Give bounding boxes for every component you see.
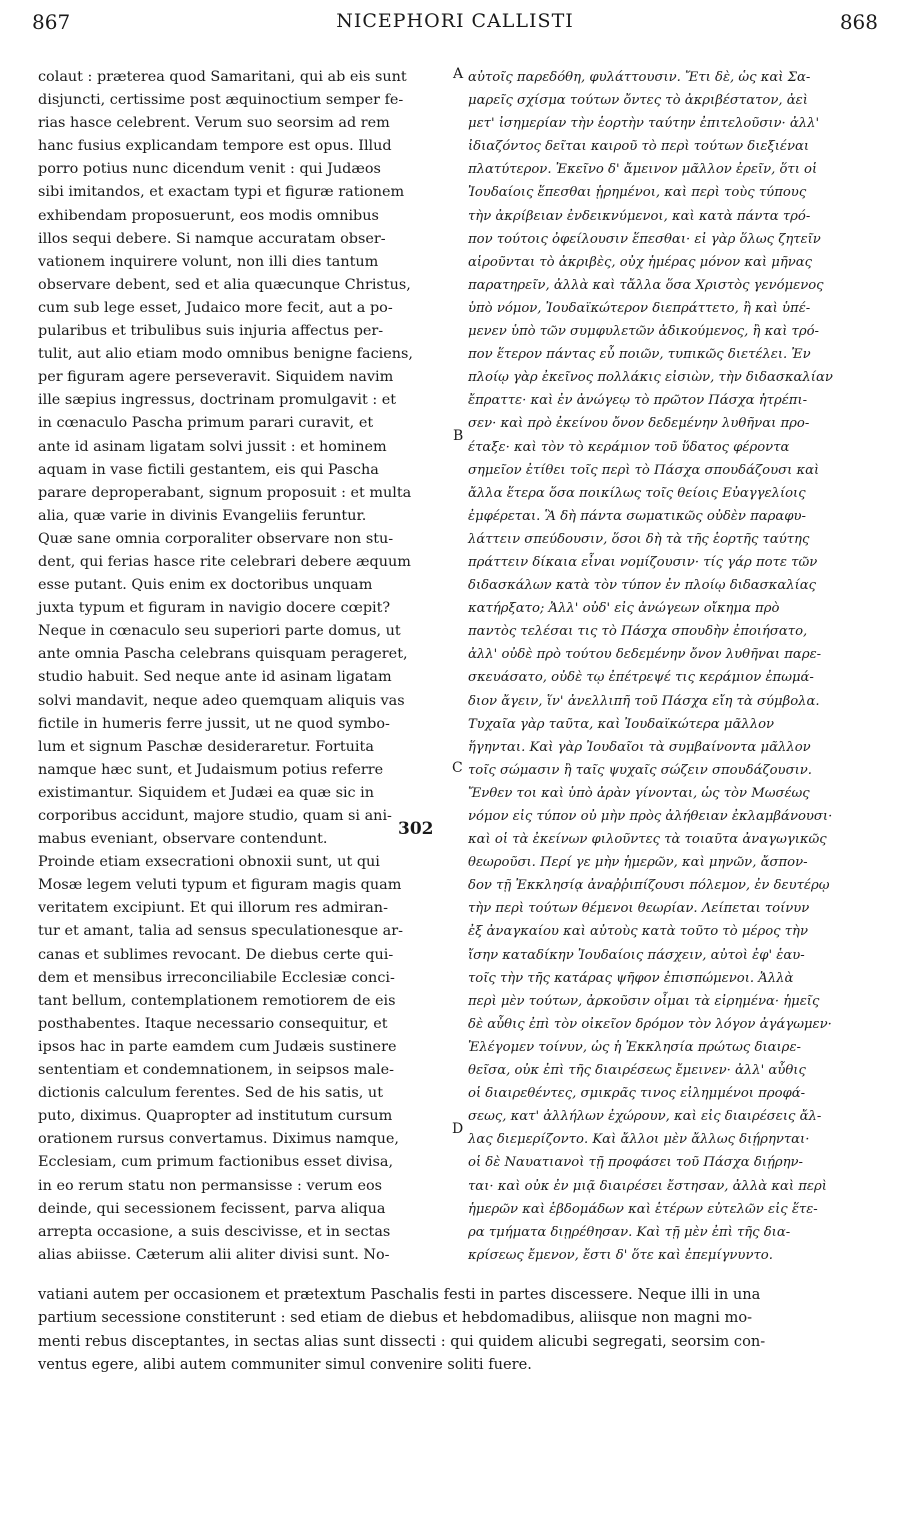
greek-text-line: σημεῖον ἐτίθει τοῖς περὶ τὸ Πάσχα σπουδάζουσι καὶ: [468, 462, 820, 478]
running-header: [30, 8, 880, 38]
greek-text-line: θεωροῦσι. Περί γε μὴν ἡμερῶν, καὶ μηνῶν, ἄσπον-: [468, 855, 808, 871]
greek-text-line: πον ἕτερον πάντας εὖ ποιῶν, τυπικῶς διετέλει. Ἐν: [468, 347, 811, 363]
greek-text-line: πλατύτερον. Ἐκεῖνο δ' ἄμεινον μᾶλλον ἐρεῖν, ὅτι οἱ: [468, 162, 818, 178]
greek-text-line: λας διεμερίζοντο. Καὶ ἄλλοι μὲν ἄλλως διῄρηνται·: [468, 1132, 810, 1148]
latin-text-line: per figuram agere perseveravit. Siquidem navim: [38, 369, 394, 386]
latin-text-line: juxta typum et figuram in navigio docere cœpit?: [38, 600, 391, 617]
latin-text-line: colaut : præterea quod Samaritani, qui ab eis sunt: [38, 69, 407, 85]
greek-text-line: ἥγηνται. Καὶ γὰρ Ἰουδαῖοι τὰ συμβαίνοντα μᾶλλον: [468, 739, 811, 755]
latin-text-line: ille sæpius ingressus, doctrinam promulgavit : et: [38, 392, 397, 409]
greek-text-line: ἐμφέρεται. Ἃ δὴ πάντα σωματικῶς οὐδὲν παραφυ-: [468, 508, 807, 524]
running-title: NICEPHORI CALLISTI: [336, 10, 574, 32]
greek-text-line: οἱ διαιρεθέντες, σμικρᾶς τινος εἰλημμένοι προφά-: [468, 1086, 806, 1102]
latin-text-line: puto, diximus. Quapropter ad institutum cursum: [38, 1108, 393, 1125]
latin-text-line: dictionis calculum ferentes. Sed de his satis, ut: [38, 1085, 383, 1102]
greek-text-line: ρα τμήματα διῃρέθησαν. Καὶ τῇ μὲν ἐπὶ τῆς δια-: [468, 1224, 791, 1240]
greek-text-line: ἴσην καταδίκην Ἰουδαίοις πάσχειν, αὐτοὶ ἐφ' ἑαυ-: [468, 947, 805, 963]
latin-text-line: veritatem excipiunt. Et qui illorum res admiran-: [38, 900, 388, 917]
greek-text-line: δὲ αὖθις ἐπὶ τὸν οἰκεῖον δρόμον τὸν λόγον ἀγάγωμεν·: [468, 1016, 832, 1032]
greek-text-line: ἔπραττε· καὶ ἐν ἀνώγεῳ τὸ πρῶτον Πάσχα ἠτρέπι-: [468, 393, 808, 409]
greek-text-line: ται· καὶ οὐκ ἐν μιᾷ διαιρέσει ἔστησαν, ἀλλὰ καὶ περὶ: [468, 1178, 827, 1194]
latin-text-line: ante id asinam ligatam solvi jussit : et hominem: [38, 438, 387, 455]
latin-text-line: hanc fusius explicandam tempore est opus. Illud: [38, 138, 392, 155]
full-width-text-line: ventus egere, alibi autem communiter simul convenire soliti fuere.: [38, 1356, 532, 1374]
greek-text-line: αἱροῦνται τὸ ἀκριβὲς, οὐχ ἡμέρας μόνον καὶ μῆνας: [468, 254, 813, 270]
latin-text-line: sententiam et condemnationem, in seipsos male-: [38, 1062, 395, 1079]
greek-text-line: ἐξ ἀναγκαίου καὶ αὐτοὺς κατὰ τοῦτο τὸ μέρος τὴν: [468, 924, 808, 940]
latin-text-line: sibi imitandos, et exactam typi et figuræ rationem: [38, 184, 405, 201]
latin-text-line: tant bellum, contemplationem remotiorem de eis: [38, 992, 396, 1009]
latin-text-line: posthabentes. Itaque necessario consequitur, et: [38, 1015, 388, 1032]
greek-text-line: διον ἄγειν, ἵν' ἀνελλιπῆ τοῦ Πάσχα εἴη τὰ σύμβολα.: [468, 693, 820, 709]
greek-text-line: πον τούτοις ὀφείλουσιν ἕπεσθαι· εἰ γὰρ ὅλως ζητεῖν: [468, 231, 821, 247]
greek-text-line: ἰδιαζόντος δεῖται καιροῦ τὸ περὶ τούτων διεξιέναι: [468, 139, 810, 155]
latin-text-line: porro potius nunc dicendum venit : qui Judæos: [38, 161, 381, 178]
latin-text-line: Neque in cœnaculo seu superiori parte domus, ut: [38, 623, 401, 640]
latin-text-line: in eo rerum statu non permansisse : verum eos: [38, 1177, 383, 1194]
latin-text-line: observare debent, sed et alia quæcunque Christus,: [38, 276, 411, 293]
greek-text-line: τὴν ἀκρίβειαν ἐνδεικνύμενοι, καὶ κατὰ πάντα τρό-: [468, 208, 811, 224]
greek-text-line: τοῖς σώμασιν ἢ ταῖς ψυχαῖς σώζειν σπουδάζουσιν.: [468, 762, 812, 778]
latin-column: [38, 66, 446, 1267]
greek-column: [468, 66, 888, 1267]
greek-text-line: έταξε· καὶ τὸν τὸ κεράμιον τοῦ ὕδατος φέροντα: [468, 439, 790, 455]
greek-text-line: κρίσεως ἔμενον, ἔστι δ' ὅτε καὶ ἐπεμίγνυντο.: [468, 1247, 773, 1263]
latin-text-line: parare deproperabant, signum proposuit : et multa: [38, 484, 412, 501]
full-width-paragraph: [38, 1283, 883, 1377]
latin-text-line: corporibus accidunt, majore studio, quam si ani-: [38, 808, 392, 824]
greek-text-line: ἄλλα ἕτερα ὅσα ποικίλως τοῖς θείοις Εὐαγγελίοις: [468, 485, 806, 501]
latin-text-line: pularibus et tribulibus suis injuria affectus per-: [38, 323, 384, 340]
greek-text-line: Ἰουδαίοις ἕπεσθαι ᾑρημένοι, καὶ περὶ τοὺς τύπους: [468, 185, 807, 201]
latin-text-line: lum et signum Paschæ desideraretur. Fortuita: [38, 738, 374, 755]
latin-text-line: dem et mensibus irreconciliabile Ecclesiæ conci-: [38, 969, 395, 986]
latin-text-line: exhibendam proposuerunt, eos modis omnibus: [38, 207, 379, 224]
greek-text-line: δον τῇ Ἐκκλησίᾳ ἀναῤῥιπίζουσι πόλεμον, ἐν δευτέρῳ: [468, 878, 830, 894]
greek-text-line: Τυχαῖα γὰρ ταῦτα, καὶ Ἰουδαϊκώτερα μᾶλλον: [468, 716, 775, 732]
latin-text-line: solvi mandavit, neque adeo quemquam aliquis vas: [38, 692, 405, 709]
latin-text-line: ante omnia Pascha celebrans quisquam perageret,: [38, 646, 408, 663]
greek-text-line: πλοίῳ γὰρ ἐκεῖνος πολλάκις εἰσιὼν, τὴν διδασκαλίαν: [468, 370, 833, 386]
greek-text-line: τὴν περὶ τούτων θέμενοι θεωρίαν. Λείπεται τοίνυν: [468, 901, 810, 917]
latin-text-line: studio habuit. Sed neque ante id asinam ligatam: [38, 669, 392, 686]
greek-text-line: σκευάσατο, οὐδὲ τῳ ἐπέτρεψέ τις κεράμιον ἐπωμά-: [468, 670, 814, 686]
full-width-text-line: partium secessione constiterunt : sed etiam de diebus et hebdomadibus, aliisque non magni mo-: [38, 1309, 753, 1327]
greek-text-line: σεως, κατ' ἀλλήλων ἐχώρουν, καὶ εἰς διαιρέσεις ἄλ-: [468, 1109, 822, 1125]
greek-text-line: παντὸς τελέσαι τις τὸ Πάσχα σπουδὴν ἐποιήσατο,: [468, 624, 808, 640]
margin-letter-b: B: [453, 428, 464, 444]
latin-text-line: illos sequi debere. Si namque accuratam obser-: [38, 230, 386, 247]
latin-text-line: rias hasce celebrent. Verum suo seorsim ad rem: [38, 115, 390, 132]
greek-text-line: μετ' ἰσημερίαν τὴν ἑορτὴν ταύτην ἐπιτελοῦσιν· ἀλλ': [468, 116, 820, 132]
margin-letter-c: C: [452, 760, 463, 776]
greek-text-line: ἡμερῶν καὶ ἑβδομάδων καὶ ἑτέρων εὐτελῶν εἰς ἕτε-: [468, 1201, 818, 1217]
latin-text-line: cum sub lege esset, Judaico more fecit, aut a po-: [38, 299, 393, 316]
latin-text-line: aquam in vase fictili gestantem, eis qui Pascha: [38, 461, 379, 478]
latin-text-line: Quæ sane omnia corporaliter observare non stu-: [38, 530, 394, 547]
latin-text-line: Mosæ legem veluti typum et figuram magis quam: [38, 877, 402, 894]
margin-letter-d: D: [452, 1121, 464, 1137]
greek-text-line: οἱ δὲ Ναυατιανοὶ τῇ προφάσει τοῦ Πάσχα διῄρην-: [468, 1155, 803, 1171]
latin-text-line: esse putant. Quis enim ex doctoribus unquam: [38, 577, 373, 594]
latin-text-line: disjuncti, certissime post æquinoctium semper fe-: [38, 92, 404, 109]
greek-text-line: Ἔνθεν τοι καὶ ὑπὸ ἀρὰν γίνονται, ὡς τὸν Μωσέως: [468, 785, 810, 801]
latin-text-line: dent, qui ferias hasce rite celebrari debere æquum: [38, 553, 411, 570]
greek-text-line: νόμον εἰς τύπον οὐ μὴν πρὸς ἀλήθειαν ἐκλαμβάνουσι·: [468, 809, 833, 824]
latin-text-line: fictile in humeris ferre jussit, ut ne quod symbo-: [38, 715, 390, 732]
greek-text-line: διδασκάλων κατὰ τὸν τύπον ἐν πλοίῳ διδασκαλίας: [468, 578, 817, 594]
greek-text-line: ὑπὸ νόμον, Ἰουδαϊκώτερον διεπράττετο, ἢ καὶ ὑπέ-: [468, 300, 811, 316]
latin-text-line: canas et sublimes revocant. De diebus certe qui-: [38, 946, 394, 963]
greek-text-line: λάττειν σπεύδουσιν, ὅσοι δὴ τὰ τῆς ἑορτῆς ταύτης: [468, 531, 810, 547]
latin-text-line: alias abiisse. Cæterum alii aliter divisi sunt. No-: [38, 1246, 390, 1263]
greek-text-line: Ἐλέγομεν τοίνυν, ὡς ἡ Ἐκκλησία πρώτως διαιρε-: [468, 1039, 801, 1055]
full-width-text-line: menti rebus disceptantes, in sectas alias sunt dissecti : qui quidem alicubi segregati, seorsim con-: [38, 1332, 766, 1350]
greek-text-line: τοῖς τὴν τῆς κατάρας ψῆφον ἐπισπώμενοι. Ἀλλὰ: [468, 970, 794, 986]
greek-text-line: πράττειν δίκαια εἶναι νομίζουσιν· τίς γάρ ποτε τῶν: [468, 554, 818, 570]
greek-text-line: αὐτοῖς παρεδόθη, φυλάττουσιν. Ἔτι δὲ, ὡς καὶ Σα-: [468, 70, 811, 85]
latin-text-line: deinde, qui secessionem fecissent, parva aliqua: [38, 1200, 386, 1217]
latin-text-line: alia, quæ varie in divinis Evangeliis feruntur.: [38, 507, 367, 524]
greek-text-line: μενεν ὑπὸ τῶν συμφυλετῶν ἀδικούμενος, ἢ καὶ τρό-: [468, 324, 820, 340]
latin-text-line: namque hæc sunt, et Judaismum potius referre: [38, 761, 384, 778]
inline-page-reference: 302: [398, 819, 434, 839]
greek-text-line: παρατηρεῖν, ἀλλὰ καὶ τἄλλα ὅσα Χριστὸς γενόμενος: [468, 277, 824, 293]
latin-text-line: ipsos hac in parte eamdem cum Judæis sustinere: [38, 1038, 397, 1055]
latin-text-line: arrepta occasione, a suis descivisse, et in sectas: [38, 1223, 391, 1240]
latin-text-line: tulit, aut alio etiam modo omnibus benigne faciens,: [38, 346, 413, 363]
latin-text-line: existimantur. Siquidem et Judæi ea quæ sic in: [38, 784, 375, 801]
greek-text-line: σεν· καὶ πρὸ ἐκείνου ὄνον δεδεμένην λυθῆναι προ-: [468, 416, 810, 432]
page-number-right: 868: [839, 10, 878, 34]
latin-text-line: Ecclesiam, cum primum factionibus esset divisa,: [38, 1154, 394, 1171]
greek-text-line: ἀλλ' οὐδὲ πρὸ τούτου δεδεμένην ὄνον λυθῆναι παρε-: [468, 647, 822, 663]
greek-text-line: θεῖσα, οὐκ ἐπὶ τῆς διαιρέσεως ἔμεινεν· ἀλλ' αὖθις: [468, 1063, 806, 1079]
latin-text-line: in cœnaculo Pascha primum parari curavit, et: [38, 415, 374, 432]
greek-text-line: περὶ μὲν τούτων, ἀρκοῦσιν οἶμαι τὰ εἰρημένα· ἡμεῖς: [468, 993, 820, 1009]
page-number-left: 867: [32, 10, 71, 34]
latin-text-line: Proinde etiam exsecrationi obnoxii sunt, ut qui: [38, 854, 380, 871]
latin-text-line: vationem inquirere volunt, non illi dies tantum: [38, 253, 379, 270]
greek-text-line: καὶ οἱ τὰ ἐκείνων φιλοῦντες τὰ τοιαῦτα ἀναγωγικῶς: [468, 832, 827, 848]
full-width-text-line: vatiani autem per occasionem et prætextum Paschalis festi in partes discessere. Neque illi in una: [38, 1286, 761, 1303]
latin-text-line: tur et amant, talia ad sensus speculationesque ar-: [38, 923, 403, 940]
greek-text-line: μαρεῖς σχίσμα τούτων ὄντες τὸ ἀκριβέστατον, ἀεὶ: [468, 93, 808, 109]
latin-text-line: orationem rursus convertamus. Diximus namque,: [38, 1131, 399, 1148]
greek-text-line: κατήρξατο; Ἀλλ' οὐδ' εἰς ἀνώγεων οἴκημα πρὸ: [468, 601, 780, 617]
margin-letter-a: A: [453, 66, 464, 82]
latin-text-line: mabus eveniant, observare contendunt.: [38, 831, 328, 848]
